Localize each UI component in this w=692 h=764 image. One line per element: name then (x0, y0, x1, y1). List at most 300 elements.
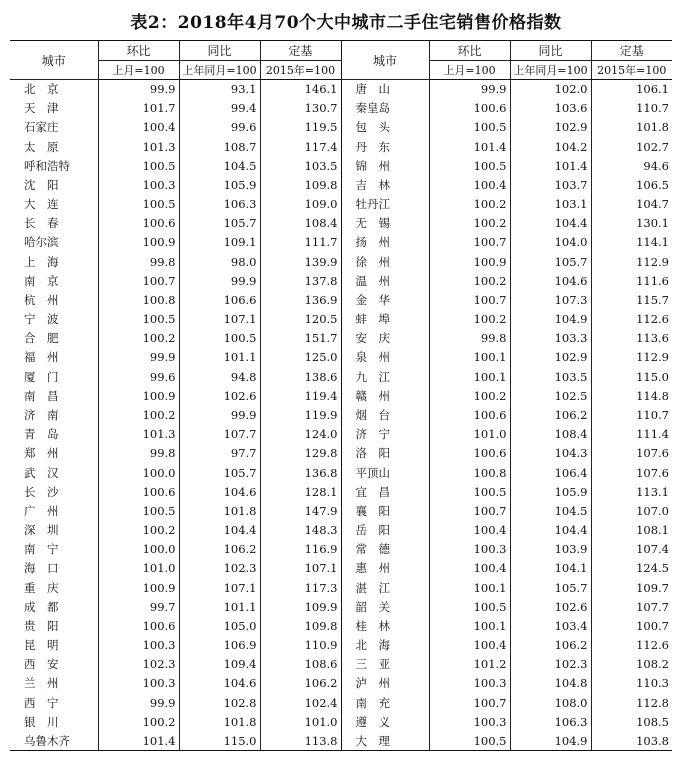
cell-yoy-right: 104.4 (510, 520, 591, 539)
cell-base-right: 106.1 (591, 80, 672, 99)
cell-yoy-left: 99.9 (179, 271, 260, 290)
subheader-base-right: 2015年=100 (591, 61, 672, 80)
cell-city-left: 西 宁 (24, 695, 59, 710)
cell-mom-right: 100.1 (429, 367, 510, 386)
cell-base-left: 108.4 (260, 214, 341, 233)
cell-mom-left: 100.3 (98, 635, 179, 654)
cell-base-left: 111.7 (260, 233, 341, 252)
cell-base-left: 129.8 (260, 444, 341, 463)
cell-yoy-left: 100.5 (179, 329, 260, 348)
table-row (10, 329, 672, 348)
cell-yoy-right: 104.4 (510, 214, 591, 233)
cell-mom-left: 100.2 (98, 520, 179, 539)
cell-base-left: 109.8 (260, 616, 341, 635)
table-row (10, 712, 672, 731)
cell-mom-left: 100.0 (98, 540, 179, 559)
cell-yoy-right: 102.9 (510, 118, 591, 137)
cell-city-left: 杭 州 (24, 292, 59, 307)
cell-base-left: 119.5 (260, 118, 341, 137)
cell-yoy-left: 98.0 (179, 252, 260, 271)
table-row (10, 635, 672, 654)
cell-city-left: 成 都 (24, 599, 59, 614)
subheader-base-left: 2015年=100 (260, 61, 341, 80)
cell-city-right: 襄 阳 (341, 501, 429, 520)
table-row (10, 693, 672, 712)
cell-base-left: 116.9 (260, 540, 341, 559)
cell-mom-right: 100.1 (429, 616, 510, 635)
cell-base-right: 110.3 (591, 674, 672, 693)
cell-city-right: 济 宁 (341, 425, 429, 444)
cell-city-left: 大 连 (24, 197, 59, 212)
cell-yoy-left: 102.6 (179, 386, 260, 405)
cell-base-left: 108.6 (260, 655, 341, 674)
cell-city-left: 南 京 (24, 273, 59, 288)
cell-mom-right: 100.5 (429, 118, 510, 137)
cell-yoy-left: 107.1 (179, 578, 260, 597)
cell-mom-left: 101.0 (98, 559, 179, 578)
table-row (10, 616, 672, 635)
cell-city-left: 太 原 (24, 139, 59, 154)
cell-base-left: 110.9 (260, 635, 341, 654)
cell-yoy-left: 99.6 (179, 118, 260, 137)
cell-mom-right: 99.9 (429, 80, 510, 99)
table-row (10, 463, 672, 482)
cell-mom-left: 100.5 (98, 310, 179, 329)
cell-mom-left: 100.6 (98, 482, 179, 501)
cell-yoy-right: 106.3 (510, 712, 591, 731)
table-row (10, 156, 672, 175)
cell-base-right: 114.1 (591, 233, 672, 252)
cell-city-left: 兰 州 (24, 676, 59, 691)
cell-base-right: 108.5 (591, 712, 672, 731)
cell-city-left: 西 安 (24, 657, 59, 672)
cell-base-right: 114.8 (591, 386, 672, 405)
header-yoy-right: 同比 (510, 41, 591, 61)
cell-base-left: 146.1 (260, 80, 341, 99)
table-row (10, 655, 672, 674)
cell-yoy-left: 105.0 (179, 616, 260, 635)
cell-yoy-left: 101.1 (179, 348, 260, 367)
cell-mom-left: 100.6 (98, 214, 179, 233)
cell-base-left: 109.8 (260, 175, 341, 194)
cell-mom-right: 100.8 (429, 463, 510, 482)
cell-base-left: 109.0 (260, 195, 341, 214)
table-row (10, 386, 672, 405)
cell-city-left: 厦 门 (24, 369, 59, 384)
cell-base-right: 115.0 (591, 367, 672, 386)
header-city-right: 城市 (341, 41, 429, 80)
cell-base-right: 107.0 (591, 501, 672, 520)
cell-city-left: 天 津 (24, 101, 59, 116)
table-row (10, 578, 672, 597)
cell-city-left: 青 岛 (24, 427, 59, 442)
cell-yoy-left: 106.6 (179, 290, 260, 309)
cell-base-left: 101.0 (260, 712, 341, 731)
cell-base-left: 128.1 (260, 482, 341, 501)
cell-city-right: 扬 州 (341, 233, 429, 252)
table-row (10, 233, 672, 252)
cell-mom-left: 100.9 (98, 578, 179, 597)
cell-base-left: 130.7 (260, 99, 341, 118)
cell-base-right: 104.7 (591, 195, 672, 214)
cell-base-left: 107.1 (260, 559, 341, 578)
cell-yoy-left: 109.4 (179, 655, 260, 674)
cell-mom-left: 99.7 (98, 597, 179, 616)
cell-city-right: 三 亚 (341, 655, 429, 674)
table-row (10, 118, 672, 137)
cell-yoy-right: 106.2 (510, 405, 591, 424)
cell-mom-right: 100.4 (429, 175, 510, 194)
cell-yoy-right: 103.1 (510, 195, 591, 214)
cell-city-left: 长 春 (24, 216, 59, 231)
cell-yoy-right: 104.3 (510, 444, 591, 463)
subheader-yoy-right: 上年同月=100 (510, 61, 591, 80)
cell-mom-left: 99.6 (98, 367, 179, 386)
table-row (10, 597, 672, 616)
cell-yoy-left: 104.5 (179, 156, 260, 175)
cell-mom-left: 100.2 (98, 405, 179, 424)
cell-city-right: 唐 山 (341, 80, 429, 99)
cell-city-right: 蚌 埠 (341, 310, 429, 329)
cell-mom-left: 99.9 (98, 80, 179, 99)
cell-base-right: 112.9 (591, 252, 672, 271)
cell-yoy-left: 115.0 (179, 731, 260, 750)
table-row (10, 674, 672, 693)
cell-city-left: 呼和浩特 (24, 158, 70, 173)
header-yoy-left: 同比 (179, 41, 260, 61)
cell-city-right: 遵 义 (341, 712, 429, 731)
cell-mom-right: 99.8 (429, 329, 510, 348)
cell-yoy-left: 101.8 (179, 501, 260, 520)
table-row (10, 99, 672, 118)
cell-base-left: 147.9 (260, 501, 341, 520)
cell-mom-right: 100.1 (429, 578, 510, 597)
cell-yoy-right: 104.1 (510, 559, 591, 578)
cell-yoy-left: 109.1 (179, 233, 260, 252)
cell-mom-right: 100.9 (429, 252, 510, 271)
cell-yoy-right: 104.2 (510, 137, 591, 156)
cell-yoy-left: 107.7 (179, 425, 260, 444)
cell-city-right: 常 德 (341, 540, 429, 559)
cell-city-left: 福 州 (24, 350, 59, 365)
cell-city-left: 深 圳 (24, 523, 59, 538)
table-row (10, 137, 672, 156)
cell-yoy-right: 103.7 (510, 175, 591, 194)
cell-base-left: 117.3 (260, 578, 341, 597)
cell-mom-left: 101.3 (98, 425, 179, 444)
table-row (10, 195, 672, 214)
header-base-left: 定基 (260, 41, 341, 61)
cell-yoy-left: 106.9 (179, 635, 260, 654)
cell-yoy-left: 102.8 (179, 693, 260, 712)
cell-mom-left: 99.8 (98, 444, 179, 463)
cell-base-right: 112.6 (591, 635, 672, 654)
cell-base-left: 113.8 (260, 731, 341, 750)
cell-mom-right: 100.2 (429, 271, 510, 290)
table-row (10, 731, 672, 750)
table-row (10, 425, 672, 444)
cell-yoy-right: 104.5 (510, 501, 591, 520)
cell-base-left: 109.9 (260, 597, 341, 616)
cell-city-right: 韶 关 (341, 597, 429, 616)
cell-city-right: 吉 林 (341, 175, 429, 194)
cell-yoy-right: 103.3 (510, 329, 591, 348)
cell-mom-right: 100.7 (429, 233, 510, 252)
subheader-mom-left: 上月=100 (98, 61, 179, 80)
table-row (10, 175, 672, 194)
cell-base-right: 101.8 (591, 118, 672, 137)
cell-city-right: 岳 阳 (341, 520, 429, 539)
cell-base-left: 117.4 (260, 137, 341, 156)
table-row (10, 348, 672, 367)
cell-yoy-left: 101.1 (179, 597, 260, 616)
cell-city-right: 赣 州 (341, 386, 429, 405)
cell-yoy-left: 106.3 (179, 195, 260, 214)
cell-base-right: 107.6 (591, 463, 672, 482)
cell-yoy-right: 104.9 (510, 310, 591, 329)
cell-city-left: 武 汉 (24, 465, 59, 480)
cell-mom-right: 100.6 (429, 99, 510, 118)
cell-yoy-right: 102.6 (510, 597, 591, 616)
cell-city-right: 宜 昌 (341, 482, 429, 501)
cell-base-right: 113.6 (591, 329, 672, 348)
cell-base-right: 115.7 (591, 290, 672, 309)
cell-mom-right: 100.5 (429, 156, 510, 175)
cell-base-right: 107.7 (591, 597, 672, 616)
cell-city-left: 乌鲁木齐 (10, 731, 98, 750)
cell-mom-left: 100.5 (98, 501, 179, 520)
table-row (10, 367, 672, 386)
table-body (10, 80, 672, 751)
cell-mom-right: 101.2 (429, 655, 510, 674)
cell-city-right: 秦皇岛 (341, 99, 429, 118)
cell-mom-left: 100.3 (98, 175, 179, 194)
cell-mom-left: 100.2 (98, 329, 179, 348)
cell-mom-right: 100.3 (429, 712, 510, 731)
cell-yoy-left: 104.6 (179, 482, 260, 501)
cell-base-right: 108.2 (591, 655, 672, 674)
cell-city-left: 昆 明 (24, 638, 59, 653)
cell-yoy-right: 103.9 (510, 540, 591, 559)
cell-base-left: 125.0 (260, 348, 341, 367)
cell-yoy-left: 94.8 (179, 367, 260, 386)
cell-yoy-left: 93.1 (179, 80, 260, 99)
cell-base-left: 148.3 (260, 520, 341, 539)
cell-city-right: 牡丹江 (341, 195, 429, 214)
table-row (10, 520, 672, 539)
cell-city-right: 惠 州 (341, 559, 429, 578)
cell-city-left: 上 海 (24, 254, 59, 269)
subheader-yoy-left: 上年同月=100 (179, 61, 260, 80)
cell-mom-left: 101.7 (98, 99, 179, 118)
cell-base-right: 107.4 (591, 540, 672, 559)
cell-city-left: 合 肥 (24, 331, 59, 346)
cell-yoy-right: 105.9 (510, 482, 591, 501)
cell-base-right: 109.7 (591, 578, 672, 597)
cell-base-right: 113.1 (591, 482, 672, 501)
cell-base-left: 151.7 (260, 329, 341, 348)
cell-mom-right: 100.5 (429, 482, 510, 501)
cell-mom-left: 100.3 (98, 674, 179, 693)
cell-mom-right: 100.7 (429, 501, 510, 520)
cell-mom-right: 100.1 (429, 348, 510, 367)
cell-base-left: 136.9 (260, 290, 341, 309)
cell-mom-right: 100.6 (429, 405, 510, 424)
cell-city-left: 哈尔滨 (24, 235, 59, 250)
cell-base-right: 112.9 (591, 348, 672, 367)
cell-yoy-left: 101.8 (179, 712, 260, 731)
table-row (10, 444, 672, 463)
cell-mom-left: 100.9 (98, 233, 179, 252)
table-row (10, 310, 672, 329)
cell-city-right: 平顶山 (341, 463, 429, 482)
cell-city-left: 沈 阳 (24, 177, 59, 192)
cell-mom-right: 100.3 (429, 674, 510, 693)
cell-city-left: 南 昌 (24, 388, 59, 403)
cell-mom-left: 100.5 (98, 195, 179, 214)
cell-base-right: 102.7 (591, 137, 672, 156)
cell-yoy-right: 103.5 (510, 367, 591, 386)
cell-city-right: 金 华 (341, 290, 429, 309)
cell-mom-right: 100.6 (429, 444, 510, 463)
cell-city-left: 贵 阳 (24, 618, 59, 633)
cell-yoy-right: 105.7 (510, 252, 591, 271)
cell-yoy-left: 99.4 (179, 99, 260, 118)
table-row (10, 290, 672, 309)
cell-yoy-right: 104.0 (510, 233, 591, 252)
cell-city-right: 泸 州 (341, 674, 429, 693)
cell-city-left: 宁 波 (24, 312, 59, 327)
cell-city-right: 湛 江 (341, 578, 429, 597)
cell-yoy-left: 108.7 (179, 137, 260, 156)
price-index-table (10, 40, 672, 751)
table-row (10, 501, 672, 520)
table-row (10, 252, 672, 271)
cell-mom-right: 100.4 (429, 520, 510, 539)
cell-city-left: 海 口 (24, 561, 59, 576)
cell-city-right: 桂 林 (341, 616, 429, 635)
cell-mom-right: 100.2 (429, 195, 510, 214)
cell-base-right: 110.7 (591, 405, 672, 424)
cell-base-left: 137.8 (260, 271, 341, 290)
cell-base-right: 111.4 (591, 425, 672, 444)
cell-yoy-right: 106.4 (510, 463, 591, 482)
cell-city-right: 包 头 (341, 118, 429, 137)
cell-yoy-right: 102.0 (510, 80, 591, 99)
cell-city-left: 济 南 (24, 408, 59, 422)
cell-yoy-right: 104.8 (510, 674, 591, 693)
table-row (10, 405, 672, 424)
cell-yoy-left: 105.9 (179, 175, 260, 194)
cell-mom-left: 100.7 (98, 271, 179, 290)
cell-yoy-left: 104.4 (179, 520, 260, 539)
cell-city-left: 长 沙 (24, 484, 59, 499)
cell-yoy-right: 108.4 (510, 425, 591, 444)
cell-base-right: 103.8 (591, 731, 672, 750)
cell-mom-left: 99.9 (98, 348, 179, 367)
header-base-right: 定基 (591, 41, 672, 61)
cell-mom-right: 100.7 (429, 693, 510, 712)
cell-yoy-right: 108.0 (510, 693, 591, 712)
cell-mom-left: 100.5 (98, 156, 179, 175)
cell-yoy-right: 101.4 (510, 156, 591, 175)
table-row (10, 540, 672, 559)
cell-yoy-right: 105.7 (510, 578, 591, 597)
cell-base-right: 94.6 (591, 156, 672, 175)
cell-yoy-left: 102.3 (179, 559, 260, 578)
cell-mom-right: 100.3 (429, 540, 510, 559)
cell-city-left: 广 州 (24, 503, 59, 518)
cell-base-right: 108.1 (591, 520, 672, 539)
cell-base-left: 103.5 (260, 156, 341, 175)
cell-yoy-right: 104.6 (510, 271, 591, 290)
cell-base-left: 124.0 (260, 425, 341, 444)
cell-city-left: 石家庄 (24, 120, 59, 135)
cell-mom-left: 100.9 (98, 386, 179, 405)
table-row (10, 214, 672, 233)
cell-yoy-right: 102.3 (510, 655, 591, 674)
cell-base-left: 119.4 (260, 386, 341, 405)
cell-base-left: 102.4 (260, 693, 341, 712)
cell-mom-left: 100.8 (98, 290, 179, 309)
cell-city-right: 徐 州 (341, 252, 429, 271)
cell-city-right: 九 江 (341, 367, 429, 386)
cell-mom-right: 100.5 (429, 731, 510, 750)
cell-mom-left: 99.8 (98, 252, 179, 271)
cell-base-right: 130.1 (591, 214, 672, 233)
cell-city-left: 南 宁 (24, 542, 59, 557)
cell-yoy-left: 104.6 (179, 674, 260, 693)
cell-yoy-left: 97.7 (179, 444, 260, 463)
cell-city-left: 银 川 (24, 714, 59, 729)
cell-yoy-left: 105.7 (179, 214, 260, 233)
cell-mom-left: 101.4 (98, 731, 179, 750)
cell-mom-left: 102.3 (98, 655, 179, 674)
cell-base-left: 136.8 (260, 463, 341, 482)
cell-mom-right: 100.2 (429, 214, 510, 233)
cell-city-right: 无 锡 (341, 214, 429, 233)
cell-city-left: 郑 州 (24, 446, 59, 461)
header-mom-right: 环比 (429, 41, 510, 61)
cell-base-right: 111.6 (591, 271, 672, 290)
cell-base-right: 124.5 (591, 559, 672, 578)
cell-mom-right: 100.7 (429, 290, 510, 309)
cell-base-left: 138.6 (260, 367, 341, 386)
cell-mom-left: 101.3 (98, 137, 179, 156)
cell-yoy-right: 103.6 (510, 99, 591, 118)
cell-yoy-left: 106.2 (179, 540, 260, 559)
cell-yoy-right: 107.3 (510, 290, 591, 309)
cell-yoy-left: 107.1 (179, 310, 260, 329)
cell-city-right: 大 理 (341, 731, 429, 750)
cell-mom-left: 99.9 (98, 693, 179, 712)
table-row (10, 482, 672, 501)
cell-yoy-right: 106.2 (510, 635, 591, 654)
cell-mom-left: 100.2 (98, 712, 179, 731)
cell-city-right: 泉 州 (341, 348, 429, 367)
table-row (10, 80, 672, 99)
table-row (10, 559, 672, 578)
cell-yoy-right: 102.5 (510, 386, 591, 405)
cell-base-right: 107.6 (591, 444, 672, 463)
cell-base-left: 106.2 (260, 674, 341, 693)
cell-city-left: 重 庆 (24, 580, 59, 595)
cell-mom-right: 100.2 (429, 386, 510, 405)
cell-yoy-right: 104.9 (510, 731, 591, 750)
cell-base-left: 139.9 (260, 252, 341, 271)
cell-base-left: 120.5 (260, 310, 341, 329)
header-city-left: 城市 (10, 41, 98, 80)
